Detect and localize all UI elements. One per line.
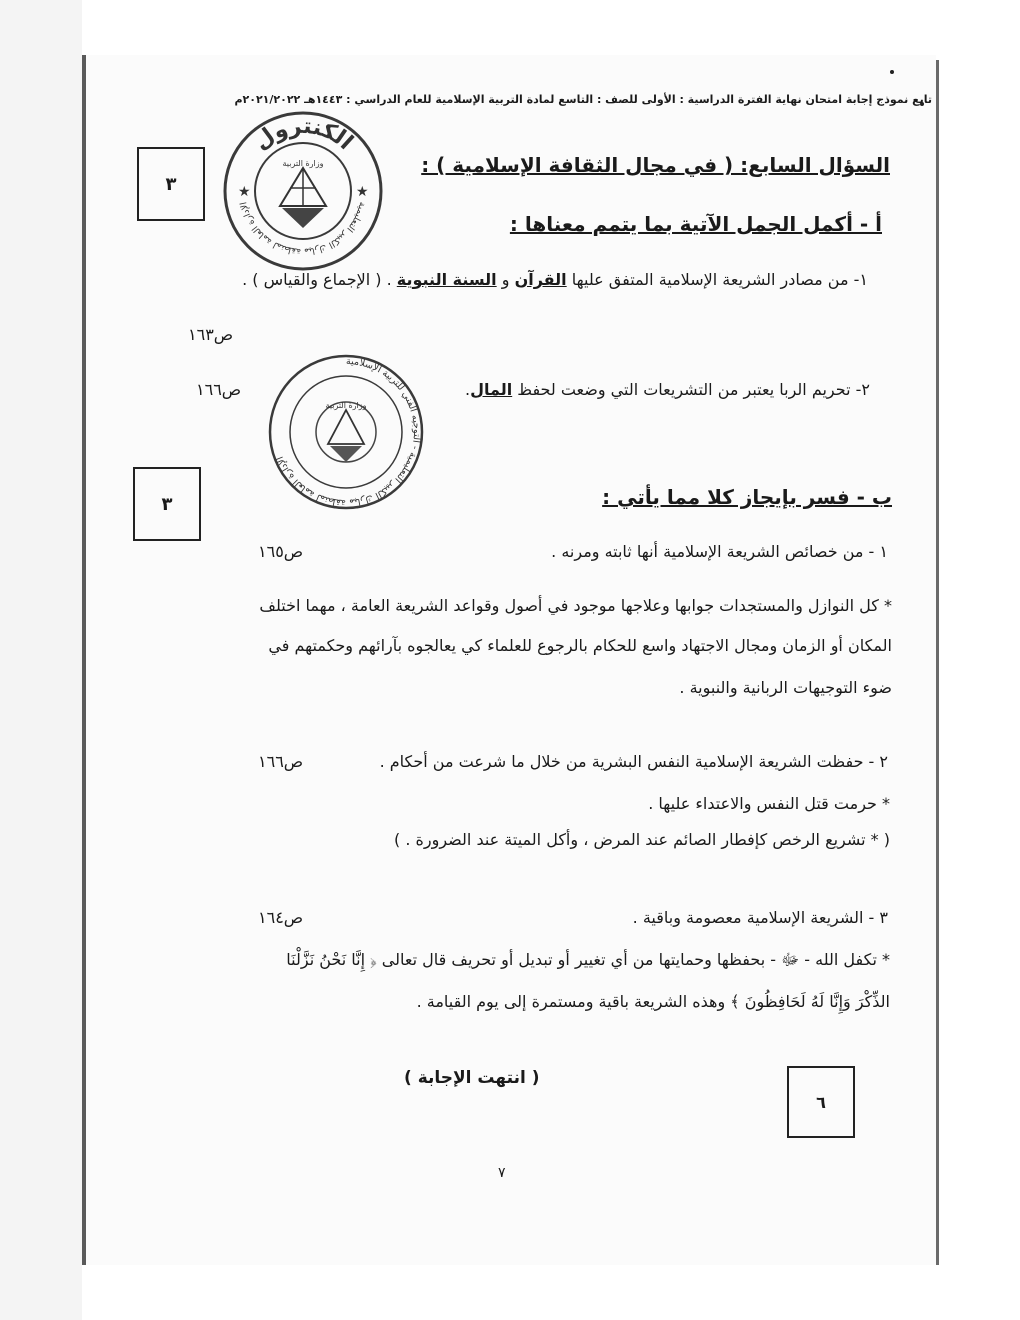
- part-b-item-2-statement: ٢ - حفظت الشريعة الإسلامية النفس البشرية من خلال ما شرعت من أحكام .: [379, 752, 888, 771]
- svg-text:★: ★: [356, 184, 369, 200]
- svg-text:★: ★: [238, 184, 251, 200]
- part-b-title: ب - فسر بإيجاز كلا مما يأتي :: [602, 485, 892, 509]
- page-reference: ص١٦٣: [188, 325, 234, 344]
- page-reference: ص١٦٦: [258, 752, 304, 771]
- stamp-ring-text: الإدارة العامة لمنطقة مبارك الكبير التعليمية - التوجيه الفني للتربية الإسلامية: [274, 355, 422, 509]
- part-a-item-1: ١- من مصادر الشريعة الإسلامية المتفق عليها القرآن و السنة النبوية . ( الإجماع والقياس ) .: [242, 270, 868, 289]
- end-of-answer: ( انتهت الإجابة ): [404, 1068, 540, 1088]
- score-box-part-a: ٣: [137, 147, 205, 221]
- stamp-top-title: الكنترول: [249, 113, 358, 156]
- stamp-ring-text: الإدارة العامة لمنطقة مبارك الكبير التعليمية: [239, 200, 367, 257]
- question-title: السؤال السابع: ( في مجال الثقافة الإسلامية ) :: [421, 153, 890, 177]
- page-number: ٧: [498, 1165, 506, 1181]
- page-header: تابع نموذج إجابة امتحان نهاية الفترة الدراسية : الأولى للصف : التاسع لمادة التربية الإسلامية للعام الدراسي : ١٤٤٣هـ ٢٠٢١/٢٠٢٢م: [234, 93, 932, 106]
- bullet-mark: [890, 70, 894, 74]
- answer-sunnah: السنة النبوية: [396, 270, 497, 289]
- page-reference: ص١٦٥: [258, 542, 304, 561]
- answer-quran: القرآن: [514, 270, 567, 289]
- part-a-item-2: ٢- تحريم الربا يعتبر من التشريعات التي وضعت لحفظ المال.: [464, 380, 870, 399]
- part-b-item-2-answer-line: * حرمت قتل النفس والاعتداء عليها .: [648, 794, 890, 813]
- part-b-item-1-answer-line: * كل النوازل والمستجدات جوابها وعلاجها موجود في أصول وقواعد الشريعة العامة ، مهما اختلف: [259, 596, 892, 615]
- page-reference: ص١٦٤: [258, 908, 304, 927]
- guidance-stamp: [266, 352, 426, 512]
- total-score-box: ٦: [787, 1066, 855, 1138]
- part-b-item-3-answer-line: * تكفل الله - ﷻ - بحفظها وحمايتها من أي تغيير أو تبديل أو تحريف قال تعالى ﴿ إِنَّا نَحْنُ نَزَّلْنَا: [286, 950, 890, 969]
- part-b-item-1-statement: ١ - من خصائص الشريعة الإسلامية أنها ثابته ومرنه .: [551, 542, 888, 561]
- scan-background-left: [0, 0, 82, 1320]
- page-left-edge: [82, 55, 86, 1265]
- score-box-part-b: ٣: [133, 467, 201, 541]
- answer-wealth: المال: [470, 380, 513, 399]
- part-b-item-3-statement: ٣ - الشريعة الإسلامية معصومة وباقية .: [632, 908, 888, 927]
- svg-text:الكنترول: [249, 114, 357, 155]
- part-a-title: أ - أكمل الجمل الآتية بما يتمم معناها :: [509, 212, 882, 236]
- stamp-inner-text: وزارة التربية: [282, 159, 324, 168]
- part-b-item-1-answer-line: المكان أو الزمان ومجال الاجتهاد واسع للحكام بالرجوع للعلماء كي يعالجوه بآرائهم وحكمتهم في: [268, 636, 892, 655]
- part-b-item-2-answer-line: ( * تشريع الرخص كإفطار الصائم عند المرض ، وأكل الميتة عند الضرورة . ): [394, 830, 890, 849]
- part-b-item-1-answer-line: ضوء التوجيهات الربانية والنبوية .: [679, 678, 892, 697]
- control-stamp: [220, 108, 386, 274]
- page-right-edge: [936, 60, 939, 1265]
- page-reference: ص١٦٦: [196, 380, 242, 399]
- stamp-inner-text: وزارة التربية: [325, 401, 367, 410]
- part-b-item-3-answer-line: الذِّكْرَ وَإِنَّا لَهُ لَحَافِظُونَ ﴾ وهذه الشريعة باقية ومستمرة إلى يوم القيامة .: [416, 992, 890, 1011]
